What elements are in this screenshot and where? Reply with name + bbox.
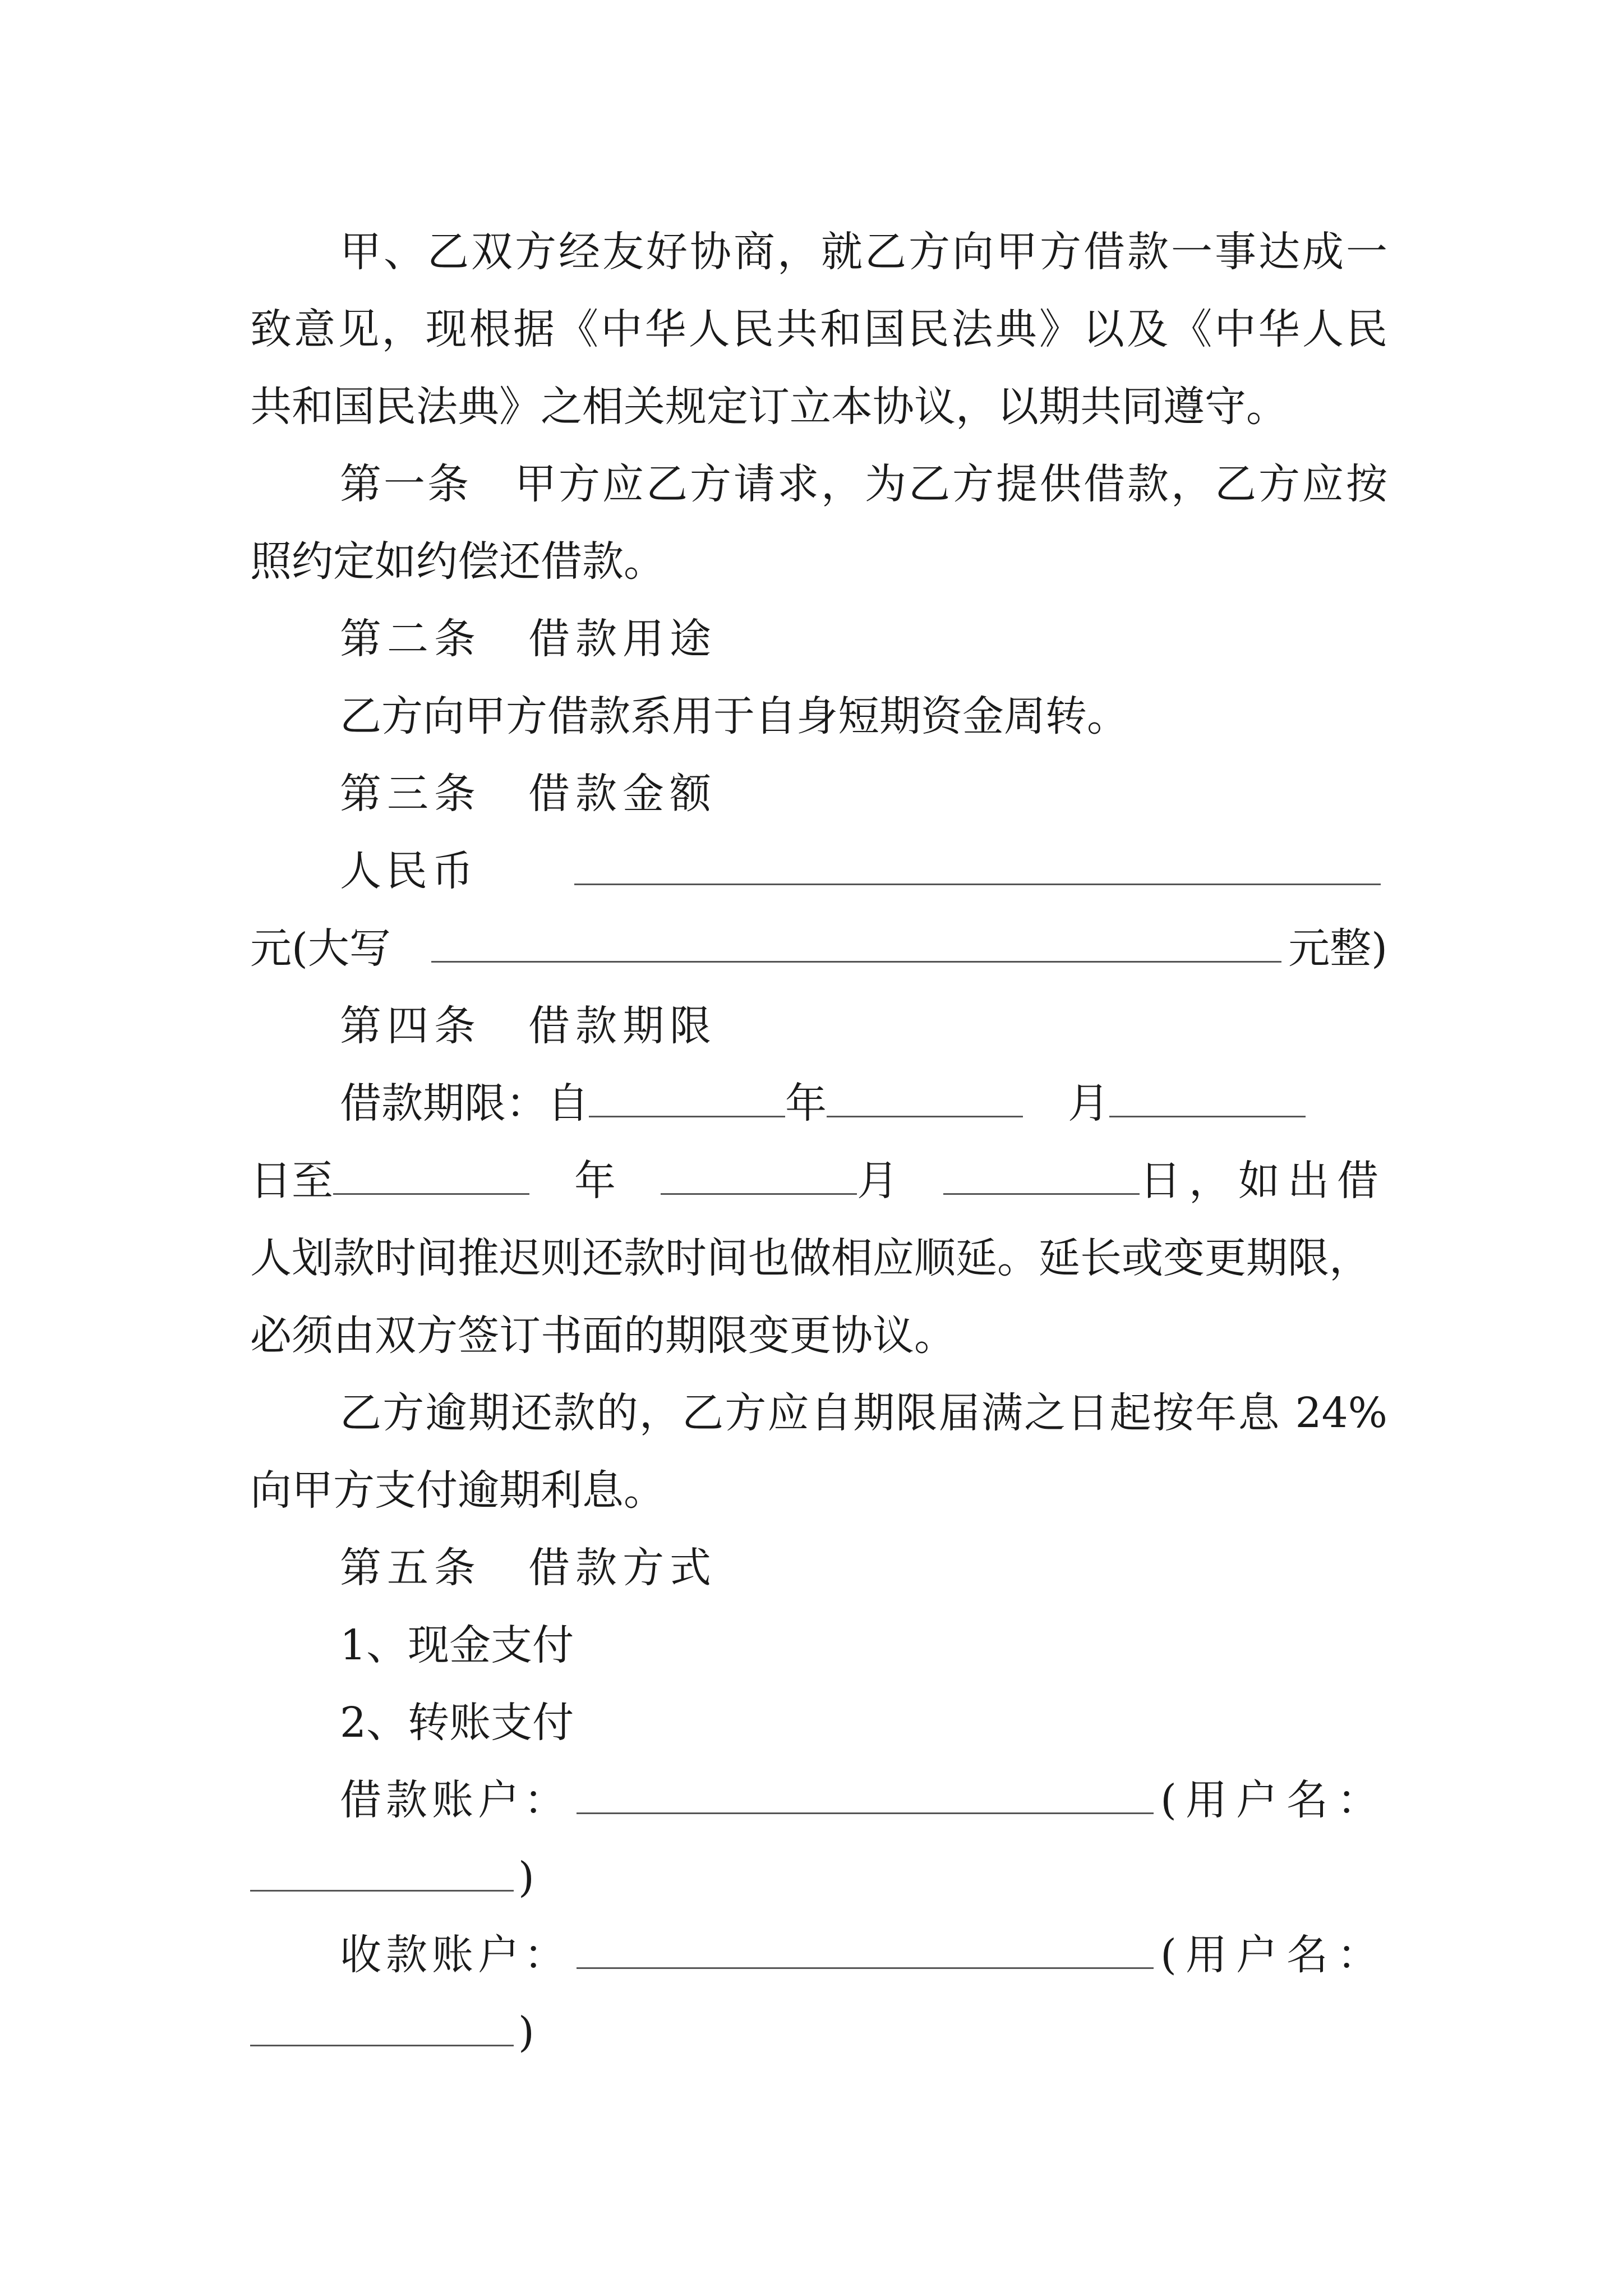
preamble-line-2: 致意见，现根据《中华人民共和国民法典》以及《中华人民 (250, 305, 1387, 353)
yuan-capital-label: 元(大写 (250, 924, 391, 973)
to-day-blank[interactable] (943, 1158, 1140, 1195)
article-4-title: 第四条 借款期限 (340, 1002, 717, 1050)
term-tail-label: 日，如出借 (1140, 1157, 1386, 1205)
term-to-row (250, 1142, 1387, 1220)
from-year-blank[interactable] (589, 1081, 785, 1117)
amount-figures-blank[interactable] (574, 846, 1381, 885)
receive-account-blank[interactable] (577, 1930, 1154, 1969)
loan-account-blank[interactable] (577, 1775, 1154, 1814)
receive-username-row (250, 1994, 1387, 2071)
loan-username-label: (用户名： (1160, 1776, 1387, 1824)
to-month-label: 月 (857, 1157, 898, 1205)
article-1-line-1: 第一条 甲方应乙方请求，为乙方提供借款，乙方应按 (340, 460, 1387, 508)
contract-page (250, 213, 1387, 2071)
to-year-label: 年 (574, 1157, 616, 1205)
article-5-title: 第五条 借款方式 (340, 1544, 717, 1592)
term-day-to-label: 日至 (250, 1157, 333, 1205)
overdue-line-1: 乙方逾期还款的，乙方应自期限届满之日起按年息 24% (340, 1389, 1387, 1437)
loan-account-row (250, 1761, 1387, 1839)
preamble-line-3: 共和国民法典》之相关规定订立本协议，以期共同遵守。 (250, 383, 1288, 431)
amount-words-row (250, 910, 1387, 987)
article-2-body: 乙方向甲方借款系用于自身短期资金周转。 (340, 692, 1128, 740)
receive-username-label: (用户名： (1160, 1931, 1387, 1979)
to-month-blank[interactable] (661, 1158, 857, 1195)
from-day-blank[interactable] (1109, 1081, 1306, 1117)
to-year-blank[interactable] (333, 1158, 529, 1195)
article-4-line-4: 必须由双方签订书面的期限变更协议。 (250, 1312, 956, 1360)
article-4-line-3: 人划款时间推迟则还款时间也做相应顺延。延长或变更期限， (250, 1234, 1371, 1282)
payment-option-transfer: 2、转账支付 (340, 1699, 574, 1747)
rmb-label: 人民币 (340, 847, 478, 895)
loan-account-label: 借款账户： (340, 1776, 570, 1824)
loan-username-close: ) (518, 1853, 534, 1902)
loan-username-row (250, 1839, 1387, 1916)
receive-account-row (250, 1916, 1387, 1994)
preamble-line-1: 甲、乙双方经友好协商，就乙方向甲方借款一事达成一 (340, 228, 1387, 276)
article-2-title: 第二条 借款用途 (340, 615, 717, 663)
payment-option-cash: 1、现金支付 (340, 1621, 574, 1669)
from-month-blank[interactable] (827, 1081, 1023, 1117)
receive-username-close: ) (518, 2008, 534, 2056)
article-3-title: 第三条 借款金额 (340, 770, 717, 818)
receive-account-label: 收款账户： (340, 1931, 570, 1979)
term-from-label: 借款期限：自 (340, 1079, 589, 1128)
amount-rmb-row (250, 832, 1387, 910)
amount-words-blank[interactable] (431, 924, 1281, 963)
yuan-whole-label: 元整) (1288, 924, 1387, 973)
receive-username-blank[interactable] (250, 2010, 514, 2046)
loan-username-blank[interactable] (250, 1855, 514, 1892)
from-year-label: 年 (785, 1079, 827, 1128)
from-month-label: 月 (1068, 1079, 1109, 1128)
article-1-line-2: 照约定如约偿还借款。 (250, 537, 665, 586)
overdue-line-2: 向甲方支付逾期利息。 (250, 1466, 665, 1515)
term-from-row (250, 1065, 1387, 1142)
